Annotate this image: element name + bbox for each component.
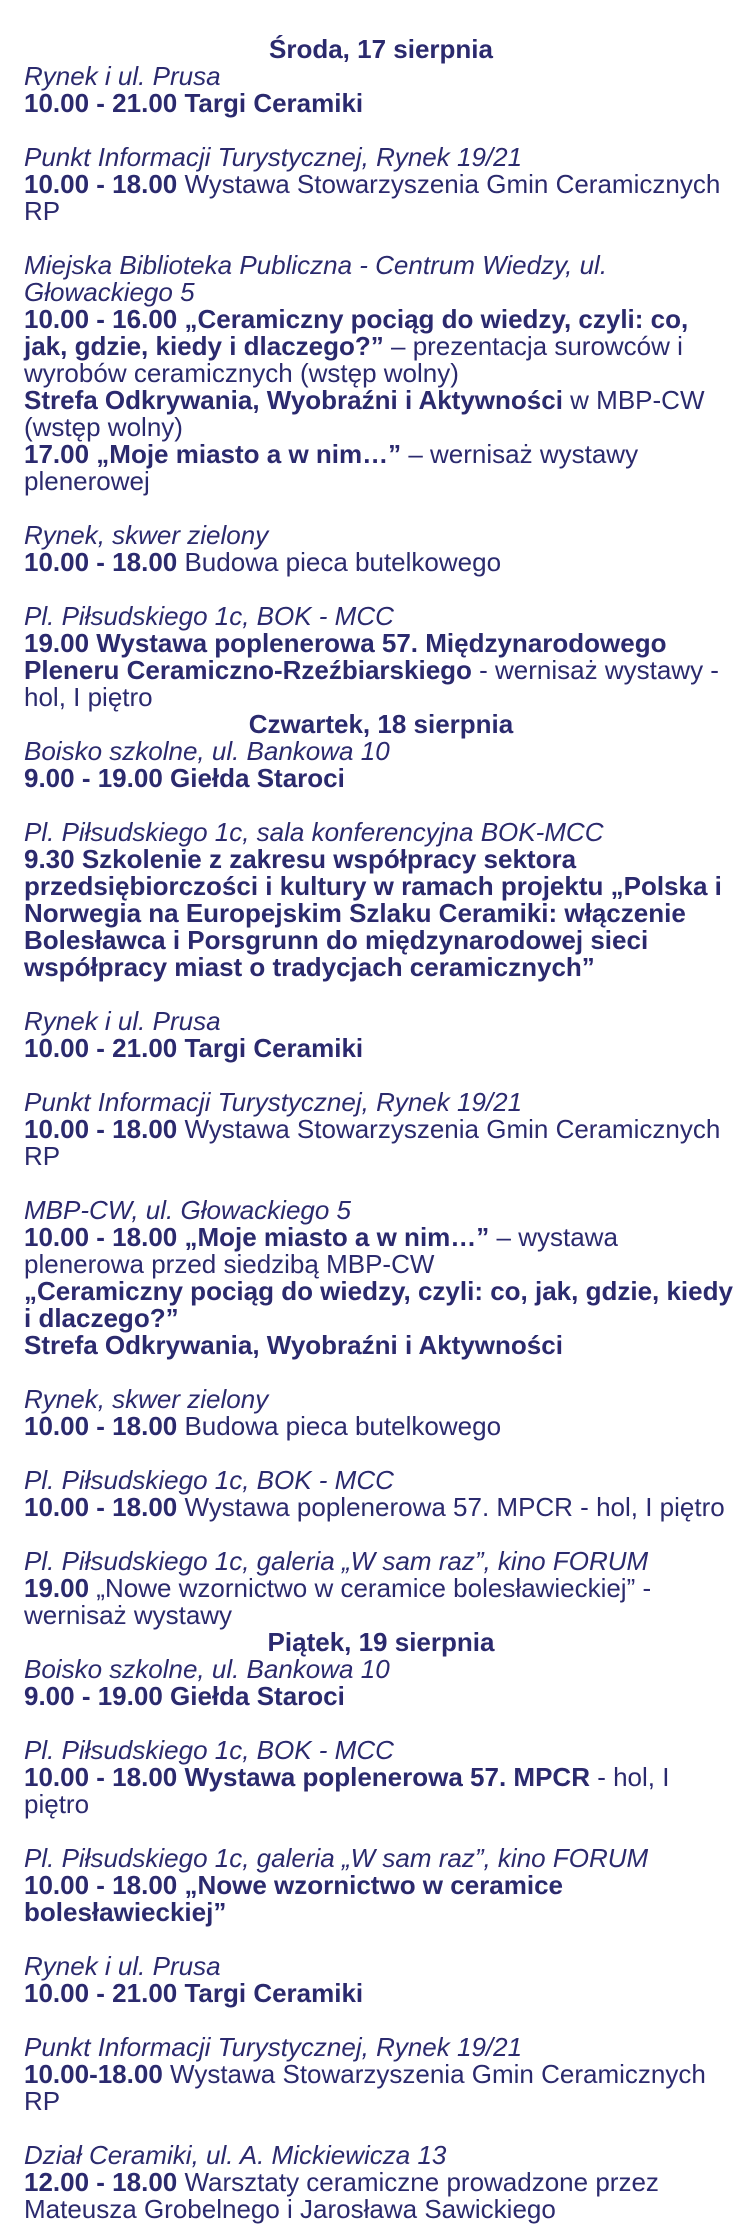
schedule-entry xyxy=(24,1008,738,1062)
event-description: - wernisaż wystawy - hol, I piętro xyxy=(24,655,719,712)
event-line xyxy=(24,171,738,225)
event-line xyxy=(24,306,738,387)
event-line xyxy=(24,1116,738,1170)
event-highlight: Strefa Odkrywania, Wyobraźni i Aktywności xyxy=(24,1330,563,1360)
event-highlight: Strefa Odkrywania, Wyobraźni i Aktywności xyxy=(24,385,563,415)
event-description: Wystawa Stowarzyszenia Gmin Ceramicznych RP xyxy=(24,1114,721,1171)
schedule-entry xyxy=(24,1467,738,1521)
event-highlight: 9.00 - 19.00 Giełda Staroci xyxy=(24,1681,345,1711)
venue-label: Pl. Piłsudskiego 1c, BOK - MCC xyxy=(24,1735,394,1765)
schedule-entry xyxy=(24,1089,738,1170)
day-title: Środa, 17 sierpnia xyxy=(269,34,493,64)
event-highlight: 10.00 - 21.00 Targi Ceramiki xyxy=(24,1033,364,1063)
event-highlight: 9.00 - 19.00 Giełda Staroci xyxy=(24,763,345,793)
event-line xyxy=(24,441,738,495)
event-line xyxy=(24,1980,738,2007)
venue-label: Miejska Biblioteka Publiczna - Centrum Wiedzy, ul. Głowackiego 5 xyxy=(24,250,608,307)
event-line xyxy=(24,1224,738,1278)
schedule-entry xyxy=(24,1197,738,1359)
event-highlight: 10.00 - 18.00 xyxy=(24,1492,185,1522)
event-line xyxy=(24,1764,738,1818)
event-highlight: 10.00-18.00 xyxy=(24,2059,171,2089)
venue-label: Dział Ceramiki, ul. A. Mickiewicza 13 xyxy=(24,2140,447,2170)
schedule-entry xyxy=(24,1953,738,2007)
schedule-entry xyxy=(24,1548,738,1629)
event-description: w MBP-CW (wstęp wolny) xyxy=(24,385,705,442)
event-highlight: 10.00 - 18.00 Wystawa poplenerowa 57. MPCR xyxy=(24,1762,590,1792)
event-description: – prezentacja surowców i wyrobów ceramicznych (wstęp wolny) xyxy=(24,331,683,388)
venue-label: Rynek, skwer zielony xyxy=(24,520,269,550)
event-highlight: 10.00 - 18.00 xyxy=(24,547,185,577)
event-line xyxy=(24,1494,738,1521)
event-description: Wystawa Stowarzyszenia Gmin Ceramicznych RP xyxy=(24,169,721,226)
schedule-entry xyxy=(24,252,738,495)
event-line xyxy=(24,2169,738,2223)
event-highlight: 10.00 - 18.00 xyxy=(24,169,185,199)
venue-label: Boisko szkolne, ul. Bankowa 10 xyxy=(24,1654,390,1684)
venue-label: Pl. Piłsudskiego 1c, sala konferencyjna BOK-MCC xyxy=(24,817,604,847)
event-line xyxy=(24,387,738,441)
venue-label: Punkt Informacji Turystycznej, Rynek 19/21 xyxy=(24,142,523,172)
event-description: – wystawa plenerowa przed siedzibą MBP-CW xyxy=(24,1222,618,1279)
schedule-entry xyxy=(24,819,738,981)
event-highlight: 10.00 - 21.00 Targi Ceramiki xyxy=(24,88,364,118)
schedule-entry xyxy=(24,603,738,711)
event-line xyxy=(24,1575,738,1629)
event-highlight: 12.00 - 18.00 xyxy=(24,2167,185,2197)
event-line xyxy=(24,630,738,711)
event-line xyxy=(24,90,738,117)
event-highlight: 10.00 - 18.00 „Nowe wzornictwo w ceramice bolesławieckiej” xyxy=(24,1870,564,1927)
event-highlight: „Ceramiczny pociąg do wiedzy, czyli: co, jak, gdzie, kiedy i dlaczego?” xyxy=(24,1276,733,1333)
event-line xyxy=(24,1035,738,1062)
venue-label: Rynek i ul. Prusa xyxy=(24,61,221,91)
event-highlight: 17.00 „Moje miasto a w nim…” xyxy=(24,439,402,469)
event-highlight: 10.00 - 18.00 „Moje miasto a w nim…” xyxy=(24,1222,490,1252)
schedule-entry xyxy=(24,1656,738,1710)
event-description: Wystawa Stowarzyszenia Gmin Ceramicznych RP xyxy=(24,2059,706,2116)
event-line xyxy=(24,765,738,792)
event-description: - hol, I piętro xyxy=(24,1762,670,1819)
venue-label: Punkt Informacji Turystycznej, Rynek 19/21 xyxy=(24,2032,523,2062)
event-description: Warsztaty ceramiczne prowadzone przez Mateusza Grobelnego i Jarosława Sawickiego xyxy=(24,2167,659,2224)
event-description: Budowa pieca butelkowego xyxy=(184,1411,502,1441)
event-highlight: 10.00 - 21.00 Targi Ceramiki xyxy=(24,1978,364,2008)
venue-label: Boisko szkolne, ul. Bankowa 10 xyxy=(24,736,390,766)
day-title: Piątek, 19 sierpnia xyxy=(267,1627,495,1657)
venue-label: MBP-CW, ul. Głowackiego 5 xyxy=(24,1195,352,1225)
event-highlight: 9.30 Szkolenie z zakresu współpracy sektora przedsiębiorczości i kultury w ramach projektu „Polska i Norwegia na Europejskim Szlaku Ceramiki: włączenie Bolesławca i Porsgrunn do międzynarodowej sieci współpracy miast o tradycjach ceramicznych” xyxy=(24,844,722,982)
schedule-entry xyxy=(24,2142,738,2223)
venue-label: Pl. Piłsudskiego 1c, galeria „W sam raz”, kino FORUM xyxy=(24,1843,649,1873)
event-highlight: 10.00 - 18.00 xyxy=(24,1411,185,1441)
schedule-entry xyxy=(24,144,738,225)
event-highlight: 10.00 - 16.00 „Ceramiczny pociąg do wiedzy, czyli: co, jak, gdzie, kiedy i dlaczego?” xyxy=(24,304,689,361)
venue-label: Rynek i ul. Prusa xyxy=(24,1951,221,1981)
event-description: Budowa pieca butelkowego xyxy=(184,547,502,577)
event-line xyxy=(24,2061,738,2115)
event-line xyxy=(24,1413,738,1440)
event-line xyxy=(24,1683,738,1710)
event-highlight: 19.00 Wystawa poplenerowa 57. Międzynarodowego Pleneru Ceramiczno-Rzeźbiarskiego xyxy=(24,628,667,685)
event-line xyxy=(24,1278,738,1332)
venue-label: Rynek i ul. Prusa xyxy=(24,1006,221,1036)
schedule-entry xyxy=(24,1386,738,1440)
venue-label: Pl. Piłsudskiego 1c, BOK - MCC xyxy=(24,1465,394,1495)
event-description: Wystawa poplenerowa 57. MPCR - hol, I piętro xyxy=(184,1492,725,1522)
event-description: „Nowe wzornictwo w ceramice bolesławieckiej” - wernisaż wystawy xyxy=(24,1573,652,1630)
schedule-entry xyxy=(24,1845,738,1926)
venue-label: Pl. Piłsudskiego 1c, BOK - MCC xyxy=(24,601,394,631)
event-line xyxy=(24,846,738,981)
venue-label: Rynek, skwer zielony xyxy=(24,1384,269,1414)
schedule-entry xyxy=(24,1737,738,1818)
schedule-entry xyxy=(24,2034,738,2115)
event-line xyxy=(24,1332,738,1359)
event-line xyxy=(24,549,738,576)
event-description: – wernisaż wystawy plenerowej xyxy=(24,439,639,496)
schedule-entry xyxy=(24,63,738,117)
event-highlight: 19.00 xyxy=(24,1573,97,1603)
event-highlight: 10.00 - 18.00 xyxy=(24,1114,185,1144)
venue-label: Pl. Piłsudskiego 1c, galeria „W sam raz”, kino FORUM xyxy=(24,1546,649,1576)
schedule-entry xyxy=(24,522,738,576)
event-line xyxy=(24,1872,738,1926)
venue-label: Punkt Informacji Turystycznej, Rynek 19/21 xyxy=(24,1087,523,1117)
schedule-entry xyxy=(24,738,738,792)
day-title: Czwartek, 18 sierpnia xyxy=(248,709,514,739)
